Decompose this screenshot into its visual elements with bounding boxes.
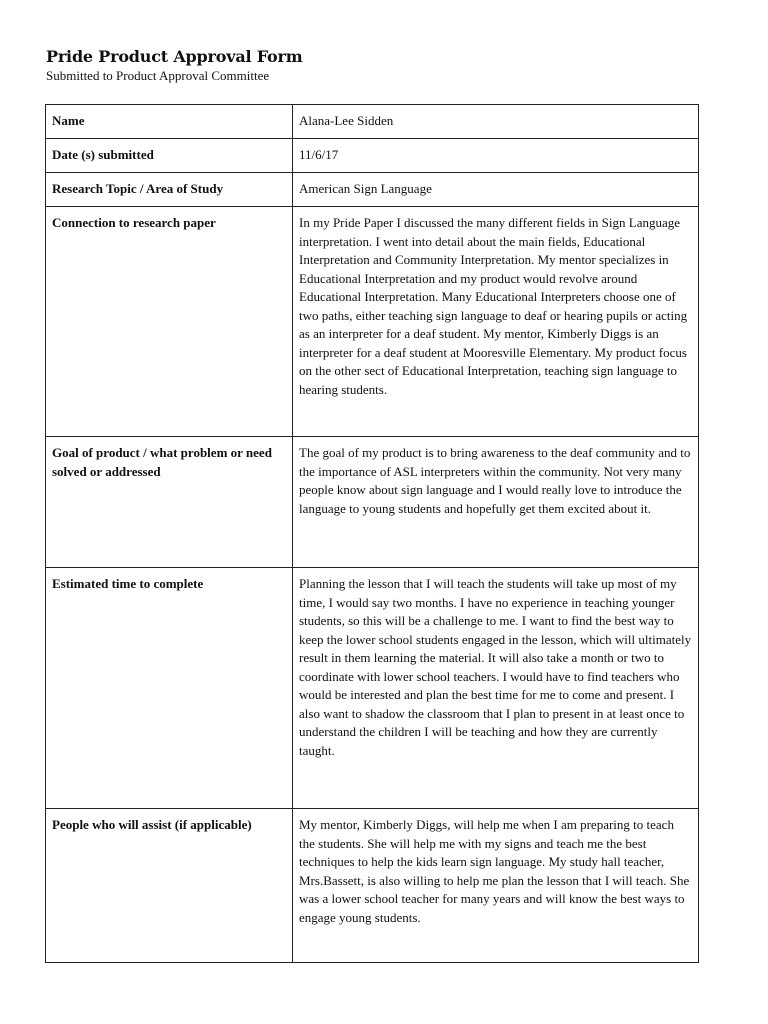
table-row-connection xyxy=(46,207,699,437)
field-label-date: Date (s) submitted xyxy=(46,139,293,173)
field-label-connection: Connection to research paper xyxy=(46,207,293,437)
form-subtitle: Submitted to Product Approval Committee xyxy=(46,68,270,83)
table-row-estimated-time xyxy=(46,568,699,809)
field-value-date: 11/6/17 xyxy=(293,139,699,173)
field-value-connection: In my Pride Paper I discussed the many different fields in Sign Language interpretation. I went into detail about the main fields, Educational Interpretation and Community Interpretation. My mentor specializes in Educational Interpretation and my product would revolve around Educational Interpretation. Many Educational Interpreters choose one of two paths, either teaching sign language to deaf or hearing pupils or acting as an interpreter for a deaf student. My mentor, Kimberly Diggs is an interpreter for a deaf student at Mooresville Elementary. My product focus on the other sect of Educational Interpretation, teaching sign language to hearing students. xyxy=(293,207,699,437)
field-value-name: Alana-Lee Sidden xyxy=(293,105,699,139)
table-row-goal xyxy=(46,437,699,568)
field-label-research-topic: Research Topic / Area of Study xyxy=(46,173,293,207)
field-value-people-assist: My mentor, Kimberly Diggs, will help me when I am preparing to teach the students. She will help me with my signs and teach me the best techniques to help the kids learn sign language. My study hall teacher, Mrs.Bassett, is also willing to help me plan the lesson that I will teach. She was a lower school teacher for many years and will know the best ways to engage young students. xyxy=(293,809,699,963)
table-row-date xyxy=(46,139,699,173)
field-label-people-assist: People who will assist (if applicable) xyxy=(46,809,293,963)
field-value-research-topic: American Sign Language xyxy=(293,173,699,207)
table-row-people-assist xyxy=(46,809,699,963)
field-label-name: Name xyxy=(46,105,293,139)
approval-form-table xyxy=(45,104,699,963)
field-label-goal: Goal of product / what problem or need solved or addressed xyxy=(46,437,293,568)
form-title: Pride Product Approval Form xyxy=(46,47,303,66)
field-value-goal: The goal of my product is to bring awareness to the deaf community and to the importance of ASL interpreters within the community. Not very many people know about sign language and I would really love to introduce the language to young students and hopefully get them excited about it. xyxy=(293,437,699,568)
table-row-name xyxy=(46,105,699,139)
field-value-estimated-time: Planning the lesson that I will teach the students will take up most of my time, I would say two months. I have no experience in teaching younger students, so this will be a challenge to me. I want to find the best way to keep the lower school students engaged in the lesson, which will ultimately result in them learning the material. It will also take a month or two to coordinate with lower school teachers. I would have to find teachers who would be interested and plan the best time for me to come and present. I also want to shadow the classroom that I plan to present in at least once to understand the children I will be teaching and how they are currently taught. xyxy=(293,568,699,809)
field-label-estimated-time: Estimated time to complete xyxy=(46,568,293,809)
table-row-research-topic xyxy=(46,173,699,207)
